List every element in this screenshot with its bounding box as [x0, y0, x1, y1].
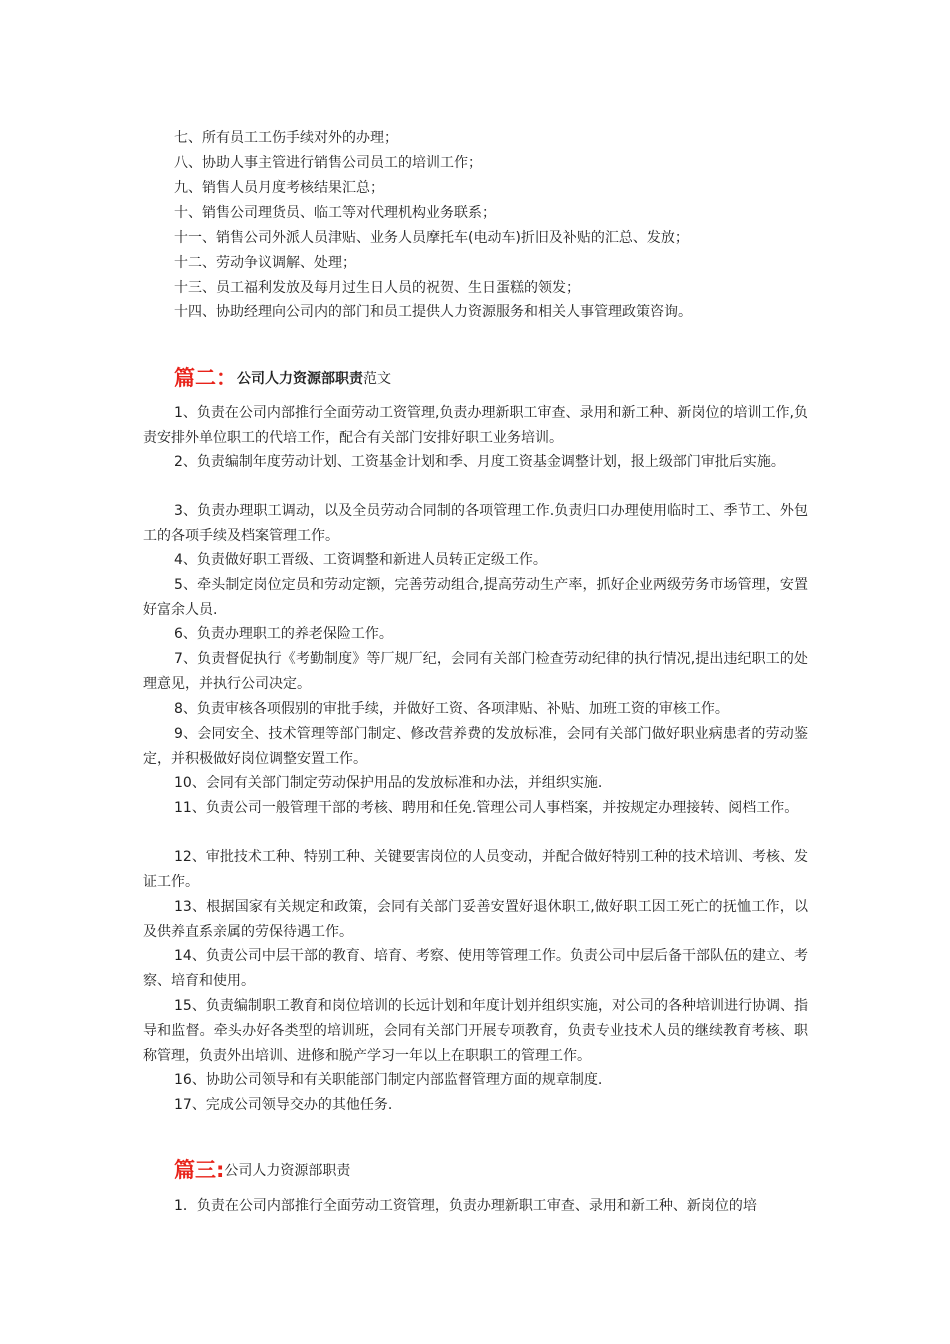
heading-prefix: 篇二：	[174, 366, 237, 390]
paragraph: 1．负责在公司内部推行全面劳动工资管理，负责办理新职工审查、录用和新工种、新岗位的培	[174, 1198, 757, 1214]
paragraph: 2、负责编制年度劳动计划、工资基金计划和季、月度工资基金调整计划，报上级部门审批后实施。	[174, 454, 785, 470]
list-item: 八、协助人事主管进行销售公司员工的培训工作；	[174, 155, 482, 171]
list-item: 十三、员工福利发放及每月过生日人员的祝贺、生日蛋糕的领发；	[174, 280, 580, 296]
paragraph: 3、负责办理职工调动，以及全员劳动合同制的各项管理工作.负责归口办理使用临时工、季节工、外包工的各项手续及档案管理工作。	[143, 503, 808, 544]
heading-suffix: 范文	[363, 371, 391, 387]
list-item: 十一、销售公司外派人员津贴、业务人员摩托车(电动车)折旧及补贴的汇总、发放；	[174, 230, 689, 246]
paragraph: 13、根据国家有关规定和政策，会同有关部门妥善安置好退休职工,做好职工因工死亡的抚恤工作，以及供养直系亲属的劳保待遇工作。	[143, 899, 808, 940]
list-item: 十、销售公司理货员、临工等对代理机构业务联系；	[174, 205, 496, 221]
paragraph: 15、负责编制职工教育和岗位培训的长远计划和年度计划并组织实施，对公司的各种培训进行协调、指导和监督。牵头办好各类型的培训班，会同有关部门开展专项教育，负责专业技术人员的继续教育考核、职称管理，负责外出培训、进修和脱产学习一年以上在职职工的管理工作。	[143, 998, 808, 1064]
heading-title: 公司人力资源部职责	[237, 371, 363, 387]
heading-prefix: 篇三:	[174, 1158, 225, 1182]
paragraph: 8、负责审核各项假别的审批手续，并做好工资、各项津贴、补贴、加班工资的审核工作。	[174, 701, 729, 717]
paragraph: 1、负责在公司内部推行全面劳动工资管理,负责办理新职工审查、录用和新工种、新岗位的培训工作,负责安排外单位职工的代培工作，配合有关部门安排好职工业务培训。	[143, 405, 808, 446]
paragraph: 17、完成公司领导交办的其他任务.	[174, 1097, 393, 1113]
paragraph: 11、负责公司一般管理干部的考核、聘用和任免.管理公司人事档案，并按规定办理接转、阅档工作。	[174, 800, 799, 816]
paragraph: 9、会同安全、技术管理等部门制定、修改营养费的发放标准，会同有关部门做好职业病患者的劳动鉴定，并积极做好岗位调整安置工作。	[143, 726, 808, 767]
list-item: 七、所有员工工伤手续对外的办理；	[174, 130, 398, 146]
list-item: 十四、协助经理向公司内的部门和员工提供人力资源服务和相关人事管理政策咨询。	[174, 304, 692, 320]
paragraph: 6、负责办理职工的养老保险工作。	[174, 626, 393, 642]
heading-title: 公司人力资源部职责	[224, 1163, 351, 1179]
paragraph: 7、负责督促执行《考勤制度》等厂规厂纪，会同有关部门检查劳动纪律的执行情况,提出违纪职工的处理意见，并执行公司决定。	[143, 651, 808, 692]
section-heading	[174, 1156, 350, 1185]
list-item: 十二、劳动争议调解、处理；	[174, 255, 356, 271]
paragraph: 14、负责公司中层干部的教育、培育、考察、使用等管理工作。负责公司中层后备干部队伍的建立、考察、培育和使用。	[143, 948, 808, 989]
list-item: 九、销售人员月度考核结果汇总；	[174, 180, 384, 196]
paragraph: 4、负责做好职工晋级、工资调整和新进人员转正定级工作。	[174, 552, 547, 568]
paragraph: 16、协助公司领导和有关职能部门制定内部监督管理方面的规章制度.	[174, 1072, 603, 1088]
paragraph: 5、牵头制定岗位定员和劳动定额，完善劳动组合,提高劳动生产率，抓好企业两级劳务市场管理，安置好富余人员.	[143, 577, 808, 618]
paragraph: 12、审批技术工种、特别工种、关键要害岗位的人员变动，并配合做好特别工种的技术培训、考核、发证工作。	[143, 849, 808, 890]
section-heading	[174, 364, 391, 393]
paragraph: 10、会同有关部门制定劳动保护用品的发放标准和办法，并组织实施.	[174, 775, 603, 791]
